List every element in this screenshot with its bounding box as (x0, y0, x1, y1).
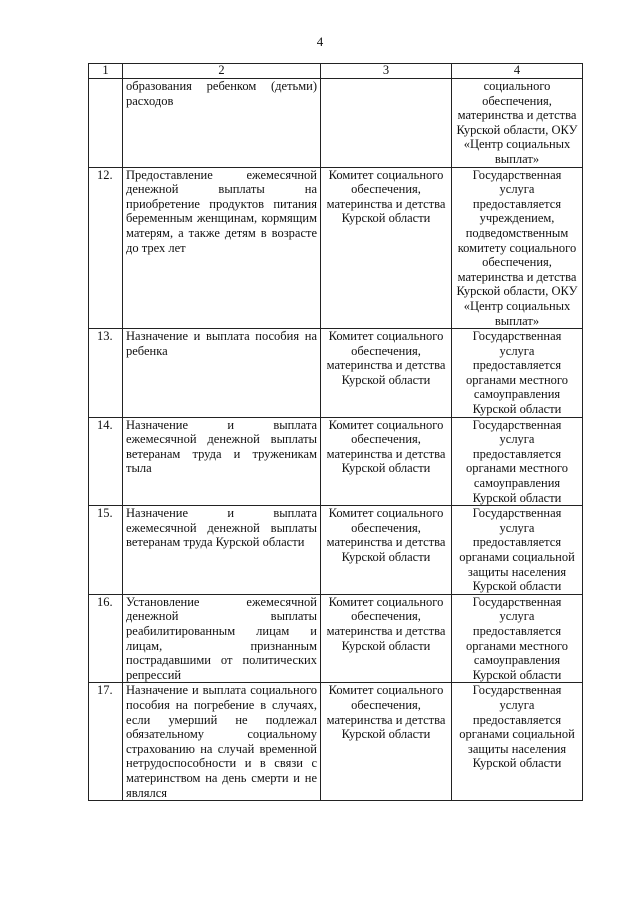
column-header: 3 (321, 64, 452, 79)
service-name: Предоставление ежемесячной денежной выплаты на приобретение продуктов питания беременным женщинам, кормящим матерям, а также детям в возрасте до трех лет (123, 167, 321, 329)
provision-note: Государственная услуга предоставляется органами местного самоуправления Курской области (452, 594, 583, 683)
row-number: 17. (89, 683, 123, 801)
column-header: 4 (452, 64, 583, 79)
responsible-body: Комитет социального обеспечения, материнства и детства Курской области (321, 683, 452, 801)
service-name: Назначение и выплата ежемесячной денежной выплаты ветеранам труда Курской области (123, 506, 321, 595)
table-row (89, 329, 583, 418)
table-header-row (89, 64, 583, 79)
service-name: Установление ежемесячной денежной выплаты реабилитированным лицам и лицам, признанным пострадавшими от политических репрессий (123, 594, 321, 683)
row-number (89, 79, 123, 168)
provision-note: Государственная услуга предоставляется органами местного самоуправления Курской области (452, 417, 583, 506)
provision-note: социального обеспечения, материнства и детства Курской области, ОКУ «Центр социальных выплат» (452, 79, 583, 168)
responsible-body: Комитет социального обеспечения, материнства и детства Курской области (321, 417, 452, 506)
responsible-body (321, 79, 452, 168)
column-header: 2 (123, 64, 321, 79)
table-row (89, 683, 583, 801)
responsible-body: Комитет социального обеспечения, материнства и детства Курской области (321, 506, 452, 595)
provision-note: Государственная услуга предоставляется органами социальной защиты населения Курской области (452, 506, 583, 595)
row-number: 13. (89, 329, 123, 418)
service-name: Назначение и выплата пособия на ребенка (123, 329, 321, 418)
row-number: 14. (89, 417, 123, 506)
table-row (89, 594, 583, 683)
responsible-body: Комитет социального обеспечения, материнства и детства Курской области (321, 167, 452, 329)
column-header: 1 (89, 64, 123, 79)
service-name: Назначение и выплата социального пособия на погребение в случаях, если умерший не подлежал обязательному социальному страхованию на случай временной нетрудоспособности и в связи с материнством на день смерти и не являлся (123, 683, 321, 801)
table-row (89, 167, 583, 329)
provision-note: Государственная услуга предоставляется органами социальной защиты населения Курской области (452, 683, 583, 801)
row-number: 12. (89, 167, 123, 329)
table-row (89, 79, 583, 168)
provision-note: Государственная услуга предоставляется органами местного самоуправления Курской области (452, 329, 583, 418)
table-row (89, 417, 583, 506)
responsible-body: Комитет социального обеспечения, материнства и детства Курской области (321, 594, 452, 683)
services-table (88, 63, 583, 801)
provision-note: Государственная услуга предоставляется учреждением, подведомственным комитету социального обеспечения, материнства и детства Курской области, ОКУ «Центр социальных выплат» (452, 167, 583, 329)
row-number: 16. (89, 594, 123, 683)
page-number: 4 (316, 34, 324, 49)
row-number: 15. (89, 506, 123, 595)
responsible-body: Комитет социального обеспечения, материнства и детства Курской области (321, 329, 452, 418)
service-name: образования ребенком (детьми) расходов (123, 79, 321, 168)
service-name: Назначение и выплата ежемесячной денежной выплаты ветеранам труда и труженикам тыла (123, 417, 321, 506)
table-row (89, 506, 583, 595)
